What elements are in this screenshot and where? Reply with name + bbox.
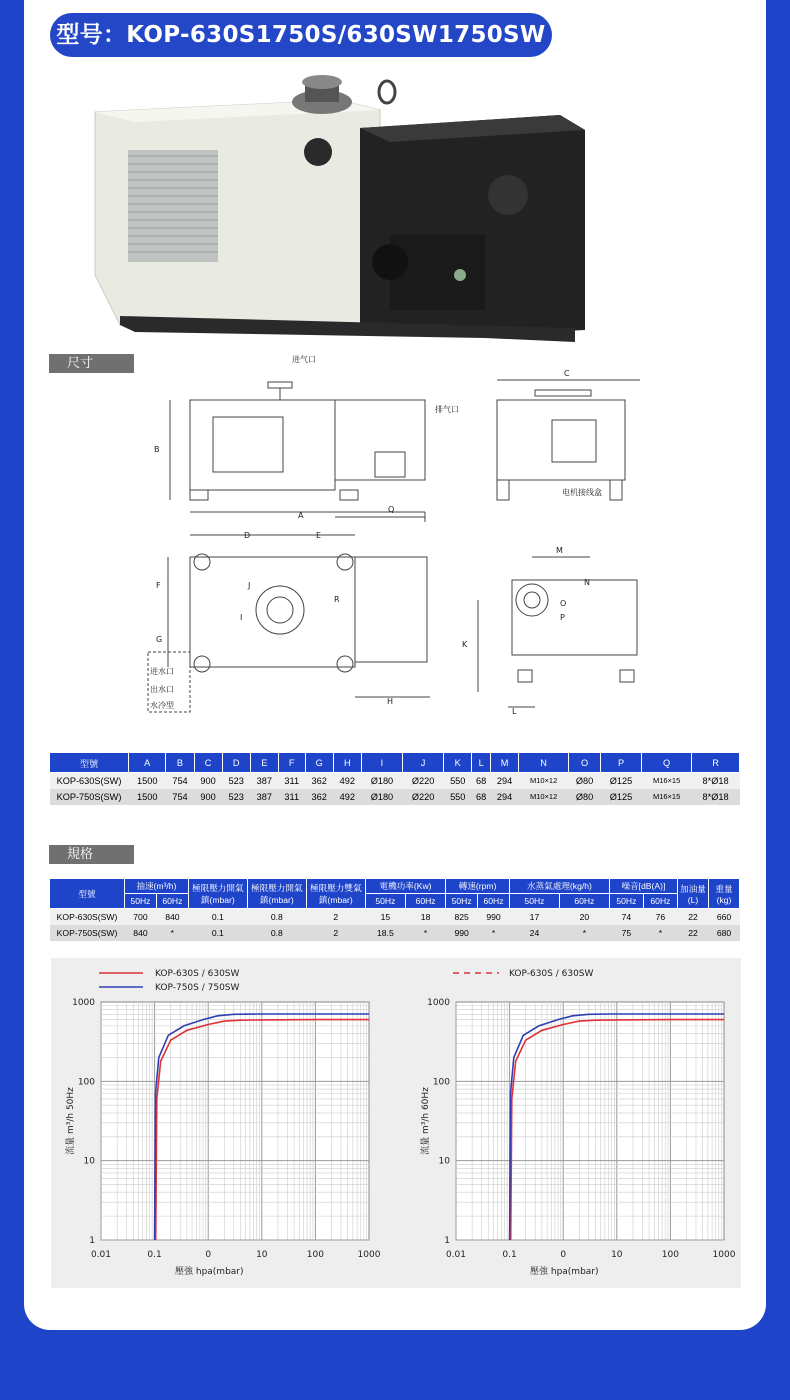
dims-cell: 68 bbox=[472, 789, 491, 805]
dims-cell: 900 bbox=[194, 773, 222, 789]
dims-cell: 492 bbox=[333, 789, 361, 805]
inlet-label: 进气口 bbox=[292, 355, 316, 364]
cable-box-label: 电机接线盒 bbox=[562, 488, 602, 497]
y-tick-label: 1 bbox=[444, 1236, 450, 1246]
spec-h-noise: 噪音[dB(A)] bbox=[609, 879, 677, 894]
x-tick-label: 10 bbox=[256, 1250, 268, 1260]
dim-a: A bbox=[298, 511, 304, 520]
dims-header-10: J bbox=[403, 753, 444, 773]
water-out-label: 出水口 bbox=[150, 685, 174, 694]
spec-cell: KOP-750S(SW) bbox=[50, 925, 125, 941]
dim-h: H bbox=[387, 697, 394, 706]
spec-hz50: 50Hz bbox=[609, 894, 643, 909]
spec-table bbox=[49, 878, 740, 941]
spec-hz50: 50Hz bbox=[125, 894, 157, 909]
legend-label-0: KOP-630S / 630SW bbox=[155, 969, 240, 979]
y-tick-label: 10 bbox=[83, 1156, 95, 1167]
dims-header-7: G bbox=[305, 753, 333, 773]
x-axis-label: 壓強 hpa(mbar) bbox=[530, 1267, 599, 1277]
spec-cell: 0.1 bbox=[188, 925, 247, 941]
dims-cell: 311 bbox=[278, 789, 305, 805]
spec-h-ult-double: 極限壓力雙氣鎮(mbar) bbox=[306, 879, 365, 909]
dims-cell: KOP-750S(SW) bbox=[50, 789, 129, 805]
spec-cell: 0.8 bbox=[247, 925, 306, 941]
spec-cell: * bbox=[478, 925, 510, 941]
dims-cell: Ø220 bbox=[403, 789, 444, 805]
dims-cell: M16×15 bbox=[642, 789, 692, 805]
y-tick-label: 100 bbox=[432, 1077, 450, 1088]
y-tick-label: 1000 bbox=[72, 998, 95, 1008]
spec-hz50: 50Hz bbox=[446, 894, 478, 909]
dims-cell: 900 bbox=[194, 789, 222, 805]
dims-header-16: P bbox=[600, 753, 641, 773]
x-tick-label: 100 bbox=[306, 1250, 324, 1260]
spec-hz50: 50Hz bbox=[365, 894, 405, 909]
dims-cell: 8*Ø18 bbox=[692, 773, 740, 789]
dims-cell: Ø125 bbox=[600, 789, 641, 805]
dim-l: L bbox=[512, 707, 517, 716]
water-in-label: 进水口 bbox=[150, 667, 174, 676]
performance-charts bbox=[51, 958, 741, 1288]
spec-h-rpm: 轉速(rpm) bbox=[446, 879, 510, 894]
x-tick-label: 0.1 bbox=[502, 1250, 517, 1260]
spec-cell: 76 bbox=[643, 909, 677, 925]
dims-header-18: R bbox=[692, 753, 740, 773]
spec-hz60: 60Hz bbox=[405, 894, 445, 909]
spec-cell: 15 bbox=[365, 909, 405, 925]
spec-cell: 74 bbox=[609, 909, 643, 925]
spec-h-speed: 抽速(m³/h) bbox=[125, 879, 189, 894]
spec-cell: 75 bbox=[609, 925, 643, 941]
spec-cell: 0.8 bbox=[247, 909, 306, 925]
spec-h-model: 型號 bbox=[50, 879, 125, 909]
y-tick-label: 1 bbox=[89, 1236, 95, 1246]
plot-area bbox=[456, 1002, 724, 1240]
spec-cell: 680 bbox=[709, 925, 740, 941]
spec-hz60: 60Hz bbox=[478, 894, 510, 909]
spec-cell: 24 bbox=[509, 925, 559, 941]
dims-cell: Ø180 bbox=[361, 789, 402, 805]
dim-f: F bbox=[156, 581, 161, 590]
dim-j: J bbox=[248, 581, 251, 590]
spec-cell: KOP-630S(SW) bbox=[50, 909, 125, 925]
dim-c: C bbox=[564, 369, 570, 378]
spec-cell: 18 bbox=[405, 909, 445, 925]
dims-cell: Ø80 bbox=[569, 773, 601, 789]
x-tick-label: 0 bbox=[205, 1250, 212, 1260]
dims-header-8: H bbox=[333, 753, 361, 773]
x-tick-label: 10 bbox=[611, 1250, 623, 1260]
spec-cell: 22 bbox=[678, 909, 709, 925]
legend-label-1: KOP-750S / 750SW bbox=[155, 983, 240, 993]
dims-cell: KOP-630S(SW) bbox=[50, 773, 129, 789]
spec-cell: 22 bbox=[678, 925, 709, 941]
pump-photo bbox=[90, 70, 590, 345]
spec-h-power: 電機功率(Kw) bbox=[365, 879, 445, 894]
dims-cell: 8*Ø18 bbox=[692, 789, 740, 805]
dim-m: M bbox=[556, 546, 563, 555]
dims-cell: Ø180 bbox=[361, 773, 402, 789]
spec-hz50: 50Hz bbox=[509, 894, 559, 909]
dims-cell: Ø125 bbox=[600, 773, 641, 789]
dims-cell: 1500 bbox=[129, 773, 166, 789]
dims-cell: 362 bbox=[305, 789, 333, 805]
dims-header-6: F bbox=[278, 753, 305, 773]
spec-hz60: 60Hz bbox=[156, 894, 188, 909]
spec-h-water: 水蒸氣處理(kg/h) bbox=[509, 879, 609, 894]
dims-header-15: O bbox=[569, 753, 601, 773]
dims-cell: 550 bbox=[444, 789, 472, 805]
dims-cell: 387 bbox=[250, 789, 278, 805]
x-tick-label: 1000 bbox=[357, 1250, 381, 1260]
spec-cell: 2 bbox=[306, 909, 365, 925]
dims-header-4: D bbox=[222, 753, 250, 773]
page-title: 型号：KOP-630S1750S/630SW1750SW bbox=[50, 13, 552, 57]
legend-label-2: KOP-630S / 630SW bbox=[509, 969, 594, 979]
x-tick-label: 0.1 bbox=[147, 1250, 162, 1260]
dims-header-0: 型號 bbox=[50, 753, 129, 773]
y-tick-label: 100 bbox=[77, 1077, 95, 1088]
dims-header-9: I bbox=[361, 753, 402, 773]
dim-n: N bbox=[584, 578, 590, 587]
x-tick-label: 0.01 bbox=[445, 1250, 467, 1260]
dims-cell: 68 bbox=[472, 773, 491, 789]
dim-r: R bbox=[334, 595, 340, 604]
dims-cell: 523 bbox=[222, 773, 250, 789]
spec-cell: 700 bbox=[125, 909, 157, 925]
y-tick-label: 10 bbox=[438, 1156, 450, 1167]
dim-i: I bbox=[240, 613, 243, 622]
dim-g: G bbox=[156, 635, 163, 644]
dims-header-12: L bbox=[472, 753, 491, 773]
water-cooled-label: 水冷型 bbox=[150, 701, 174, 710]
dims-cell: 294 bbox=[491, 789, 519, 805]
dims-cell: M10×12 bbox=[519, 789, 569, 805]
spec-hz60: 60Hz bbox=[559, 894, 609, 909]
y-axis-label: 流量 m³/h 50Hz bbox=[66, 1087, 76, 1155]
spec-cell: 2 bbox=[306, 925, 365, 941]
spec-h-weight: 重量(kg) bbox=[709, 879, 740, 909]
dim-o: O bbox=[560, 599, 567, 608]
spec-cell: 990 bbox=[446, 925, 478, 941]
spec-cell: 17 bbox=[509, 909, 559, 925]
dims-cell: M10×12 bbox=[519, 773, 569, 789]
spec-cell: 825 bbox=[446, 909, 478, 925]
spec-h-ult-close: 極限壓力開氣鎮(mbar) bbox=[247, 879, 306, 909]
dims-cell: 492 bbox=[333, 773, 361, 789]
dims-cell: 550 bbox=[444, 773, 472, 789]
dim-p: P bbox=[560, 613, 565, 622]
spec-cell: * bbox=[643, 925, 677, 941]
dims-header-14: N bbox=[519, 753, 569, 773]
outlet-label: 排气口 bbox=[435, 405, 459, 414]
dims-header-13: M bbox=[491, 753, 519, 773]
x-tick-label: 100 bbox=[661, 1250, 679, 1260]
spec-cell: 0.1 bbox=[188, 909, 247, 925]
dims-cell: Ø220 bbox=[403, 773, 444, 789]
spec-cell: 840 bbox=[125, 925, 157, 941]
dims-cell: 754 bbox=[166, 773, 194, 789]
x-axis-label: 壓強 hpa(mbar) bbox=[175, 1267, 244, 1277]
y-tick-label: 1000 bbox=[427, 998, 450, 1008]
spec-cell: 20 bbox=[559, 909, 609, 925]
dimensions-table bbox=[49, 752, 740, 805]
spec-label: 規格 bbox=[49, 845, 134, 864]
spec-h-oil: 加油量(L) bbox=[678, 879, 709, 909]
dim-q: Q bbox=[388, 505, 395, 514]
dims-header-11: K bbox=[444, 753, 472, 773]
dims-cell: 523 bbox=[222, 789, 250, 805]
spec-cell: * bbox=[156, 925, 188, 941]
y-axis-label: 流量 m³/h 60Hz bbox=[421, 1087, 431, 1155]
dims-header-3: C bbox=[194, 753, 222, 773]
spec-hz60: 60Hz bbox=[643, 894, 677, 909]
x-tick-label: 0.01 bbox=[90, 1250, 112, 1260]
dim-b: B bbox=[154, 445, 160, 454]
dims-cell: Ø80 bbox=[569, 789, 601, 805]
spec-cell: * bbox=[405, 925, 445, 941]
spec-cell: * bbox=[559, 925, 609, 941]
dims-header-17: Q bbox=[642, 753, 692, 773]
dim-e: E bbox=[316, 531, 322, 540]
spec-cell: 840 bbox=[156, 909, 188, 925]
dims-cell: 362 bbox=[305, 773, 333, 789]
dims-cell: 1500 bbox=[129, 789, 166, 805]
dims-cell: 387 bbox=[250, 773, 278, 789]
dims-header-2: B bbox=[166, 753, 194, 773]
dim-k: K bbox=[462, 640, 468, 649]
x-tick-label: 0 bbox=[560, 1250, 567, 1260]
dims-cell: 294 bbox=[491, 773, 519, 789]
x-tick-label: 1000 bbox=[712, 1250, 736, 1260]
dimension-drawings bbox=[140, 352, 760, 720]
spec-cell: 18.5 bbox=[365, 925, 405, 941]
dims-cell: 754 bbox=[166, 789, 194, 805]
plot-area bbox=[101, 1002, 369, 1240]
dims-header-5: E bbox=[250, 753, 278, 773]
dims-header-1: A bbox=[129, 753, 166, 773]
dimensions-label: 尺寸 bbox=[49, 354, 134, 373]
dims-cell: 311 bbox=[278, 773, 305, 789]
spec-cell: 990 bbox=[478, 909, 510, 925]
dim-d: D bbox=[244, 531, 251, 540]
dims-cell: M16×15 bbox=[642, 773, 692, 789]
spec-cell: 660 bbox=[709, 909, 740, 925]
spec-h-ult-open: 極限壓力開氣鎮(mbar) bbox=[188, 879, 247, 909]
